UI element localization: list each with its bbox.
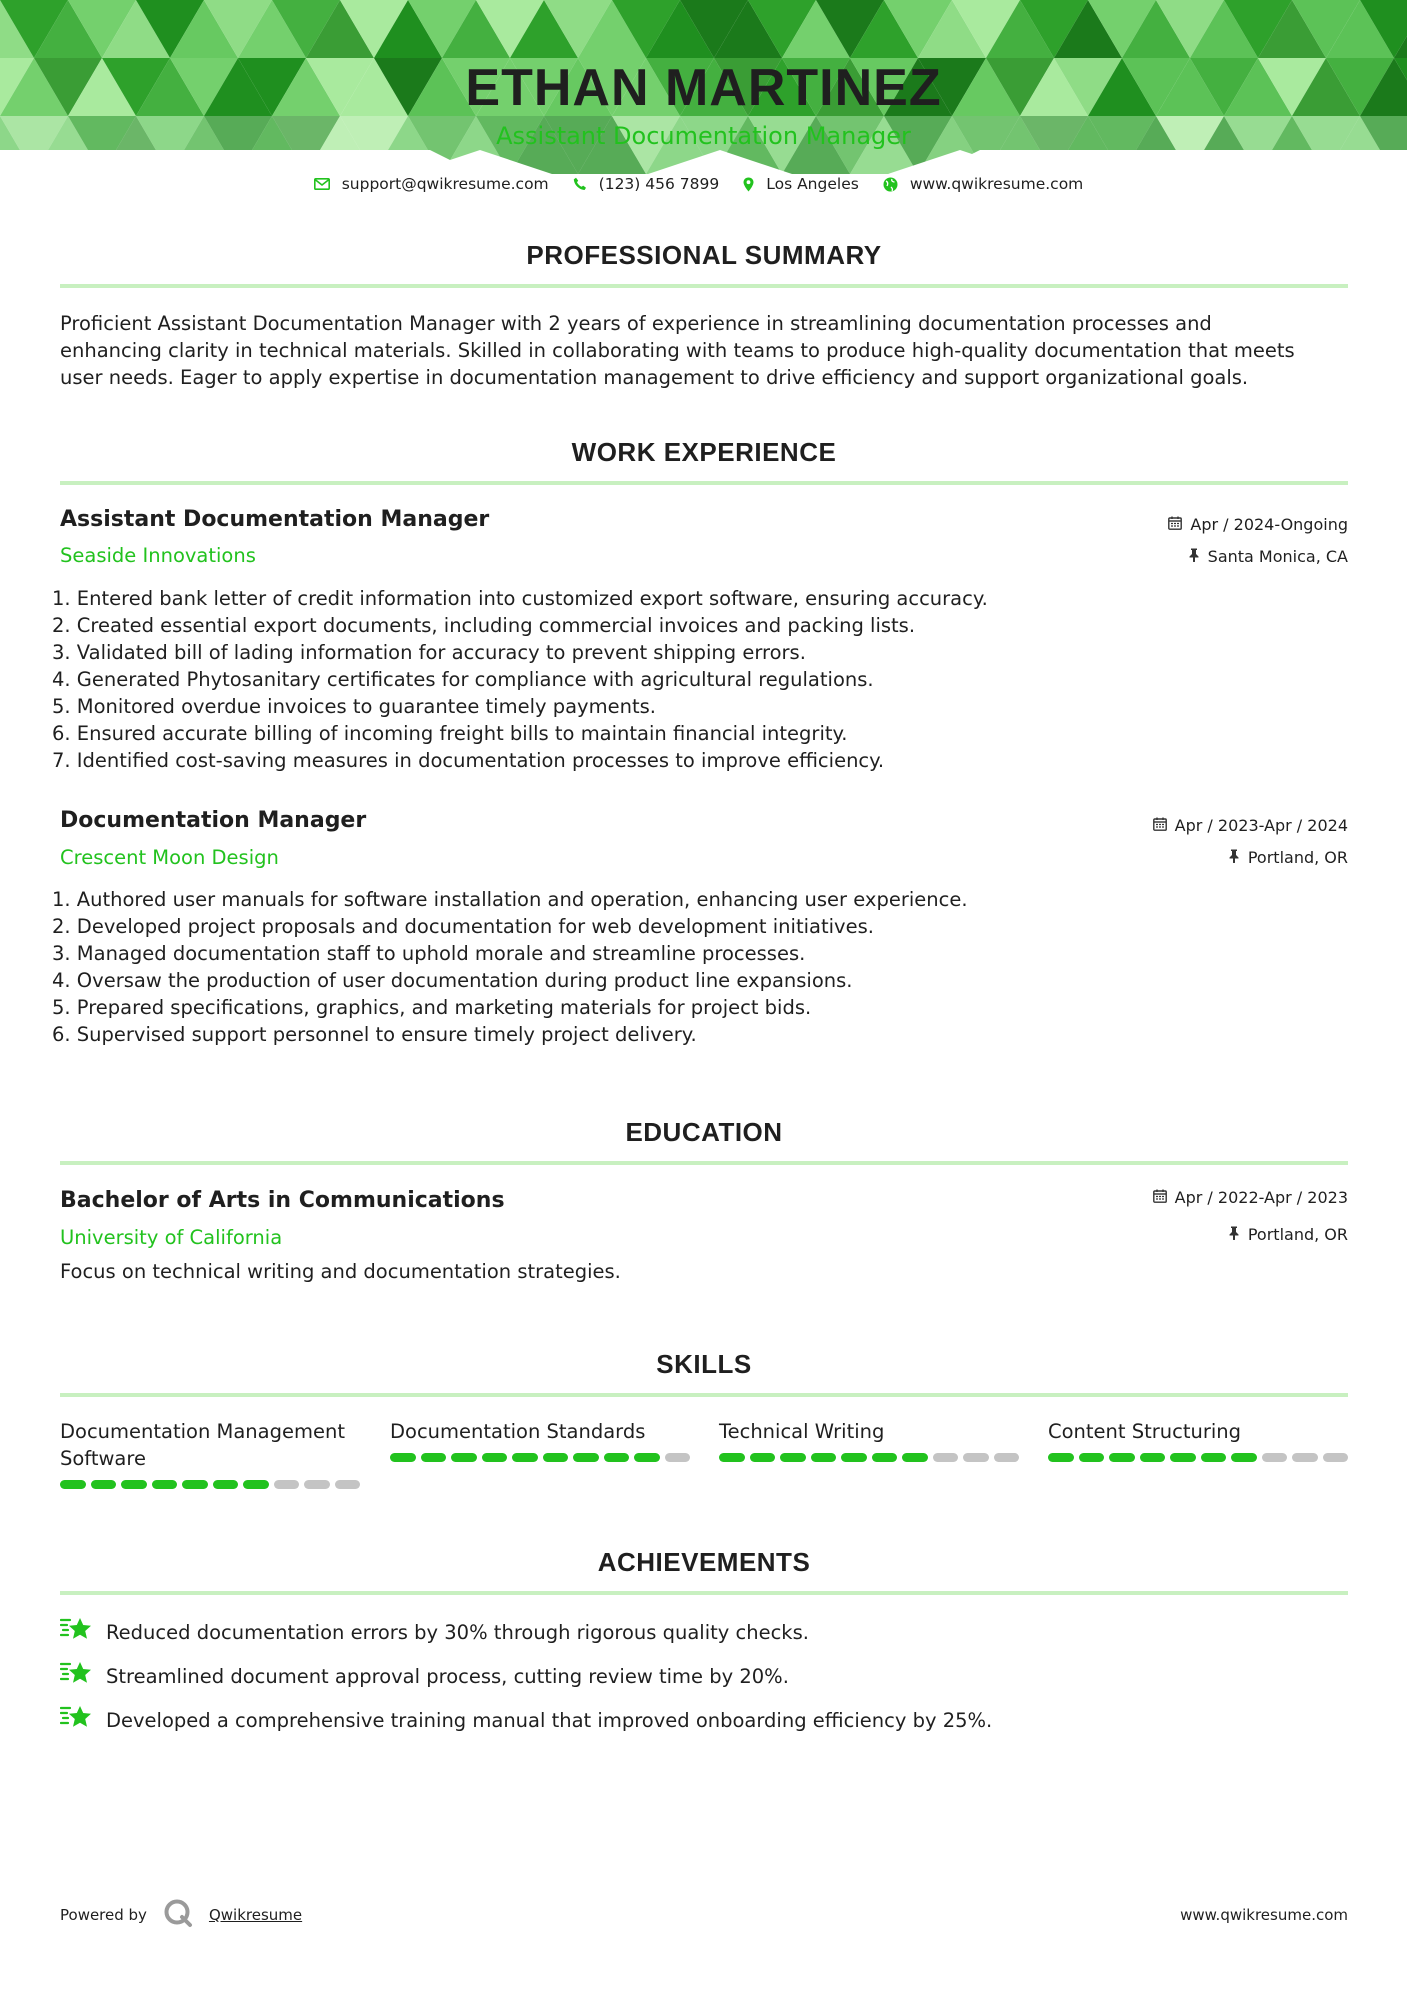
- list-item: 3. Managed documentation staff to uphold morale and streamline processes.: [52, 942, 806, 965]
- pushpin-icon: [1228, 848, 1240, 867]
- website-text: www.qwikresume.com: [909, 175, 1084, 193]
- pushpin-icon: [1188, 547, 1200, 566]
- skill-level-bar: [390, 1453, 690, 1462]
- skill-level-segment: [634, 1453, 660, 1462]
- skill-name-line: Software: [60, 1447, 146, 1470]
- calendar-icon: [1153, 816, 1167, 835]
- skill-level-segment: [1323, 1453, 1349, 1462]
- degree-title: Bachelor of Arts in Communications: [60, 1188, 505, 1213]
- achievement-item: [60, 1704, 992, 1737]
- skill-level-bar: [1048, 1453, 1348, 1462]
- list-item: 2. Developed project proposals and documentation for web development initiatives.: [52, 915, 874, 938]
- skill-name-line: Content Structuring: [1048, 1420, 1242, 1443]
- contact-bar: [0, 172, 1407, 196]
- job-dates-text: Apr / 2024-Ongoing: [1190, 515, 1348, 534]
- job-location-text: Portland, OR: [1247, 848, 1348, 867]
- list-item: 1. Authored user manuals for software installation and operation, enhancing user experience.: [52, 888, 968, 911]
- skill-level-segment: [421, 1453, 447, 1462]
- skill-level-segment: [1201, 1453, 1227, 1462]
- experience-divider: [60, 481, 1348, 485]
- email-text: support@qwikresume.com: [341, 175, 549, 193]
- skill-item: [390, 1418, 690, 1462]
- star-icon: [60, 1704, 94, 1737]
- skill-level-segment: [182, 1480, 208, 1489]
- list-item: 7. Identified cost-saving measures in documentation processes to improve efficiency.: [52, 749, 885, 772]
- skill-level-segment: [482, 1453, 508, 1462]
- map-pin-icon: [743, 177, 754, 192]
- education-dates-text: Apr / 2022-Apr / 2023: [1174, 1188, 1348, 1207]
- skill-level-segment: [1048, 1453, 1074, 1462]
- company-name: Crescent Moon Design: [60, 846, 279, 869]
- skill-item: [1048, 1418, 1348, 1462]
- summary-text: [60, 310, 1348, 391]
- skill-level-segment: [872, 1453, 898, 1462]
- candidate-role: Assistant Documentation Manager: [496, 122, 911, 150]
- skills-heading: SKILLS: [656, 1349, 752, 1379]
- list-item: 2. Created essential export documents, including commercial invoices and packing lists.: [52, 614, 916, 637]
- calendar-icon: [1168, 515, 1182, 534]
- job-bullets: [52, 585, 1252, 774]
- skill-level-segment: [60, 1480, 86, 1489]
- list-item: 4. Generated Phytosanitary certificates for compliance with agricultural regulations.: [52, 668, 874, 691]
- skill-level-segment: [390, 1453, 416, 1462]
- phone-icon: [573, 177, 587, 191]
- achievement-text: Developed a comprehensive training manual that improved onboarding efficiency by 25%.: [106, 1709, 993, 1732]
- skill-item: [60, 1418, 360, 1489]
- skill-name: [60, 1418, 360, 1472]
- summary-heading: PROFESSIONAL SUMMARY: [526, 240, 882, 270]
- skill-level-segment: [994, 1453, 1020, 1462]
- list-item: 6. Supervised support personnel to ensure timely project delivery.: [52, 1023, 697, 1046]
- contact-website[interactable]: [883, 175, 1083, 193]
- list-item: 3. Validated bill of lading information for accuracy to prevent shipping errors.: [52, 641, 806, 664]
- skill-level-bar: [60, 1480, 360, 1489]
- skill-level-segment: [604, 1453, 630, 1462]
- job-dates: [1153, 816, 1348, 835]
- skill-level-segment: [274, 1480, 300, 1489]
- skill-name: [1048, 1418, 1348, 1445]
- list-item: 4. Oversaw the production of user documentation during product line expansions.: [52, 969, 853, 992]
- skill-name-line: Technical Writing: [719, 1420, 885, 1443]
- skill-level-segment: [213, 1480, 239, 1489]
- education-divider: [60, 1161, 1348, 1165]
- job-title: Documentation Manager: [60, 808, 367, 833]
- skill-level-segment: [963, 1453, 989, 1462]
- job-dates: [1168, 515, 1348, 534]
- skill-level-segment: [121, 1480, 147, 1489]
- contact-location: [743, 175, 859, 193]
- skill-level-segment: [91, 1480, 117, 1489]
- skill-level-segment: [573, 1453, 599, 1462]
- qwikresume-link[interactable]: Qwikresume: [208, 1906, 303, 1924]
- skill-level-segment: [665, 1453, 691, 1462]
- star-icon: [60, 1660, 94, 1693]
- achievement-text: Reduced documentation errors by 30% through rigorous quality checks.: [106, 1621, 809, 1644]
- contact-email[interactable]: [314, 175, 549, 193]
- school-name: University of California: [60, 1226, 283, 1249]
- list-item: 6. Ensured accurate billing of incoming freight bills to maintain financial integrity.: [52, 722, 848, 745]
- skill-level-segment: [841, 1453, 867, 1462]
- job-dates-text: Apr / 2023-Apr / 2024: [1174, 816, 1348, 835]
- skill-level-segment: [335, 1480, 361, 1489]
- skill-name: [719, 1418, 1019, 1445]
- skill-level-segment: [152, 1480, 178, 1489]
- star-icon: [60, 1616, 94, 1649]
- education-description: Focus on technical writing and documentation strategies.: [60, 1260, 621, 1283]
- achievement-text: Streamlined document approval process, cutting review time by 20%.: [106, 1665, 789, 1688]
- skill-name: [390, 1418, 690, 1445]
- footer-website[interactable]: www.qwikresume.com: [1180, 1906, 1348, 1924]
- skill-level-segment: [933, 1453, 959, 1462]
- skill-level-segment: [451, 1453, 477, 1462]
- achievements-divider: [60, 1591, 1348, 1595]
- calendar-icon: [1153, 1188, 1167, 1207]
- education-dates: [1153, 1188, 1348, 1207]
- footer-branding: [60, 1898, 302, 1932]
- education-heading: EDUCATION: [625, 1117, 783, 1147]
- skill-level-segment: [1262, 1453, 1288, 1462]
- skill-level-bar: [719, 1453, 1019, 1462]
- skill-name-line: Documentation Management: [60, 1420, 345, 1443]
- qwikresume-logo-icon: [163, 1898, 193, 1932]
- skill-level-segment: [512, 1453, 538, 1462]
- summary-line: user needs. Eager to apply expertise in documentation management to drive efficiency and support organizational goals.: [60, 366, 1249, 389]
- summary-divider: [60, 284, 1348, 288]
- achievements-heading: ACHIEVEMENTS: [597, 1547, 811, 1577]
- company-name: Seaside Innovations: [60, 544, 256, 567]
- skill-level-segment: [1231, 1453, 1257, 1462]
- skill-level-segment: [719, 1453, 745, 1462]
- summary-line: enhancing clarity in technical materials. Skilled in collaborating with teams to produce high-quality documentation that meets: [60, 339, 1295, 362]
- skill-level-segment: [811, 1453, 837, 1462]
- candidate-name: ETHAN MARTINEZ: [465, 59, 942, 117]
- phone-text: (123) 456 7899: [598, 175, 720, 193]
- job-location-text: Santa Monica, CA: [1207, 547, 1348, 566]
- pushpin-icon: [1228, 1225, 1240, 1244]
- skill-level-segment: [543, 1453, 569, 1462]
- list-item: 5. Monitored overdue invoices to guarantee timely payments.: [52, 695, 656, 718]
- list-item: 1. Entered bank letter of credit information into customized export software, ensuring accuracy.: [52, 587, 988, 610]
- job-location: [1228, 848, 1348, 867]
- skill-level-segment: [243, 1480, 269, 1489]
- skill-name-line: Documentation Standards: [390, 1420, 646, 1443]
- skill-level-segment: [1292, 1453, 1318, 1462]
- skill-item: [719, 1418, 1019, 1462]
- envelope-icon: [314, 178, 330, 190]
- achievement-item: [60, 1616, 809, 1649]
- list-item: 5. Prepared specifications, graphics, and marketing materials for project bids.: [52, 996, 812, 1019]
- skill-level-segment: [750, 1453, 776, 1462]
- powered-by-label: Powered by: [60, 1906, 147, 1924]
- skill-level-segment: [1170, 1453, 1196, 1462]
- job-bullets: [52, 886, 1252, 1048]
- summary-line: Proficient Assistant Documentation Manager with 2 years of experience in streamlining documentation processes and: [60, 312, 1212, 335]
- globe-icon: [883, 177, 898, 192]
- skill-level-segment: [902, 1453, 928, 1462]
- achievement-item: [60, 1660, 789, 1693]
- experience-heading: WORK EXPERIENCE: [571, 437, 837, 467]
- contact-phone[interactable]: [573, 175, 720, 193]
- skills-divider: [60, 1393, 1348, 1397]
- job-location: [1188, 547, 1348, 566]
- skill-level-segment: [1140, 1453, 1166, 1462]
- location-text: Los Angeles: [766, 175, 859, 193]
- skill-level-segment: [1079, 1453, 1105, 1462]
- skill-level-segment: [780, 1453, 806, 1462]
- education-location-text: Portland, OR: [1247, 1225, 1348, 1244]
- skill-level-segment: [1109, 1453, 1135, 1462]
- job-title: Assistant Documentation Manager: [60, 507, 490, 532]
- skill-level-segment: [304, 1480, 330, 1489]
- education-location: [1228, 1225, 1348, 1244]
